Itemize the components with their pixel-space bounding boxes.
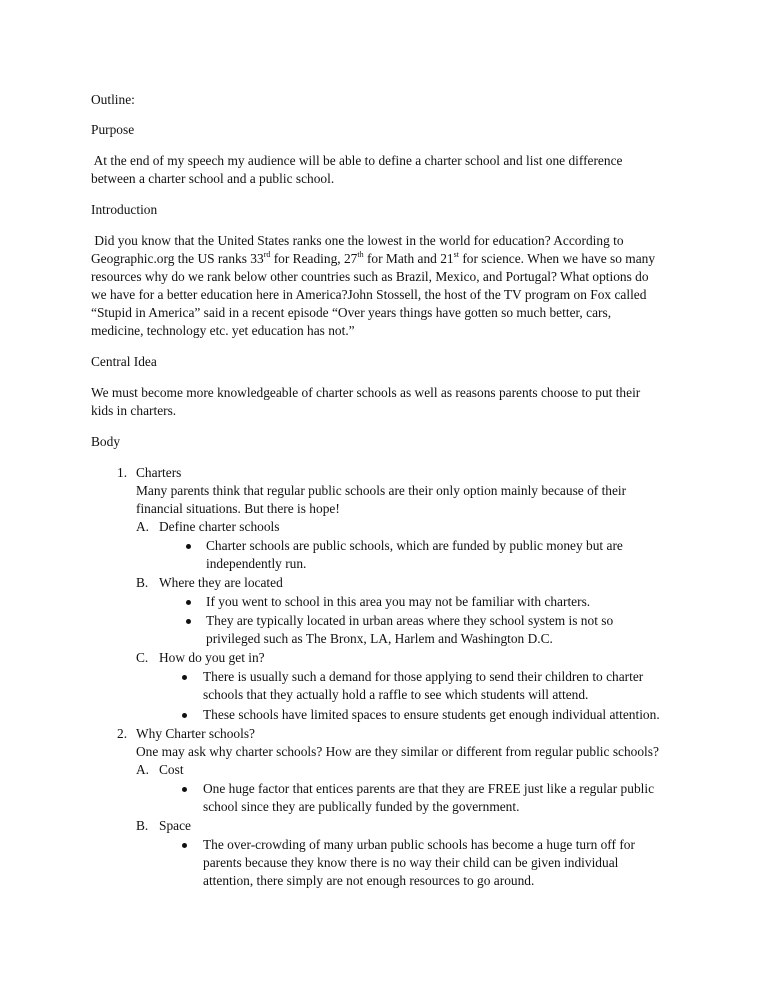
subsection-letter: C. xyxy=(136,650,149,665)
bullet-text: schools that they actually hold a raffle to see which students will attend. xyxy=(203,687,589,702)
central-idea-line: We must become more knowledgeable of charter schools as well as reasons parents choose to put their xyxy=(91,385,641,400)
purpose-line: between a charter school and a public school. xyxy=(91,171,335,186)
introduction-heading: Introduction xyxy=(91,202,158,217)
intro-line: medicine, technology etc. yet education has not.” xyxy=(91,323,355,338)
intro-line: we have for a better education here in America?John Stossell, the host of the TV program on Fox called xyxy=(91,287,647,302)
purpose-heading: Purpose xyxy=(91,122,135,137)
section-intro-line: Many parents think that regular public schools are their only option mainly because of their xyxy=(136,483,627,498)
bullet-text: parents because they know there is no way their child can be given individual xyxy=(203,855,619,870)
subsection-title: Space xyxy=(159,818,191,833)
intro-line: “Stupid in America” said in a recent episode “Over years things have gotten so much better, cars, xyxy=(91,305,612,320)
subsection-letter: A. xyxy=(136,519,150,534)
ordinal-suffix: st xyxy=(453,250,459,259)
section-number: 2. xyxy=(117,726,128,741)
subsection-title: Cost xyxy=(159,762,184,777)
central-idea-line: kids in charters. xyxy=(91,403,177,418)
outline-heading: Outline: xyxy=(91,92,135,107)
subsection-title: Where they are located xyxy=(159,575,283,590)
bullet-icon xyxy=(182,843,187,848)
section-intro-line: financial situations. But there is hope! xyxy=(136,501,340,516)
bullet-icon xyxy=(186,600,191,605)
bullet-icon xyxy=(182,675,187,680)
bullet-text: privileged such as The Bronx, LA, Harlem and Washington D.C. xyxy=(206,631,553,646)
bullet-icon xyxy=(182,713,187,718)
bullet-icon xyxy=(186,619,191,624)
intro-text: for Math and 21 xyxy=(363,251,454,266)
intro-line: Did you know that the United States ranks one the lowest in the world for education? According to xyxy=(91,233,624,248)
subsection-letter: B. xyxy=(136,818,149,833)
bullet-text: independently run. xyxy=(206,556,307,571)
intro-line: resources why do we rank below other countries such as Brazil, Mexico, and Portugal? What options do xyxy=(91,269,649,284)
bullet-text: They are typically located in urban areas where they school system is not so xyxy=(206,613,614,628)
subsection-title: Define charter schools xyxy=(159,519,280,534)
bullet-icon xyxy=(186,544,191,549)
subsection-letter: A. xyxy=(136,762,150,777)
bullet-text: The over-crowding of many urban public schools has become a huge turn off for xyxy=(203,837,635,852)
section-title: Charters xyxy=(136,465,182,480)
section-title: Why Charter schools? xyxy=(136,726,255,741)
intro-text: for Reading, 27 xyxy=(270,251,358,266)
bullet-text: There is usually such a demand for those applying to send their children to charter xyxy=(203,669,644,684)
ordinal-suffix: rd xyxy=(263,250,271,259)
intro-text: Geographic.org the US ranks 33 xyxy=(91,251,264,266)
subsection-title: How do you get in? xyxy=(159,650,265,665)
bullet-text: One huge factor that entices parents are that they are FREE just like a regular public xyxy=(203,781,655,796)
section-number: 1. xyxy=(117,465,128,480)
subsection-letter: B. xyxy=(136,575,149,590)
ordinal-suffix: th xyxy=(357,250,364,259)
intro-line-with-ranks xyxy=(91,250,655,268)
section-intro-line: One may ask why charter schools? How are they similar or different from regular public schools? xyxy=(136,744,659,759)
intro-text: for science. When we have so many xyxy=(458,251,656,266)
central-idea-heading: Central Idea xyxy=(91,354,157,369)
bullet-icon xyxy=(182,787,187,792)
bullet-text: These schools have limited spaces to ensure students get enough individual attention. xyxy=(203,707,660,722)
purpose-line: At the end of my speech my audience will be able to define a charter school and list one difference xyxy=(91,153,623,168)
bullet-text: school since they are publically funded by the government. xyxy=(203,799,520,814)
bullet-text: If you went to school in this area you may not be familiar with charters. xyxy=(206,594,591,609)
bullet-text: attention, there simply are not enough resources to go around. xyxy=(203,873,535,888)
bullet-text: Charter schools are public schools, which are funded by public money but are xyxy=(206,538,623,553)
body-heading: Body xyxy=(91,434,121,449)
